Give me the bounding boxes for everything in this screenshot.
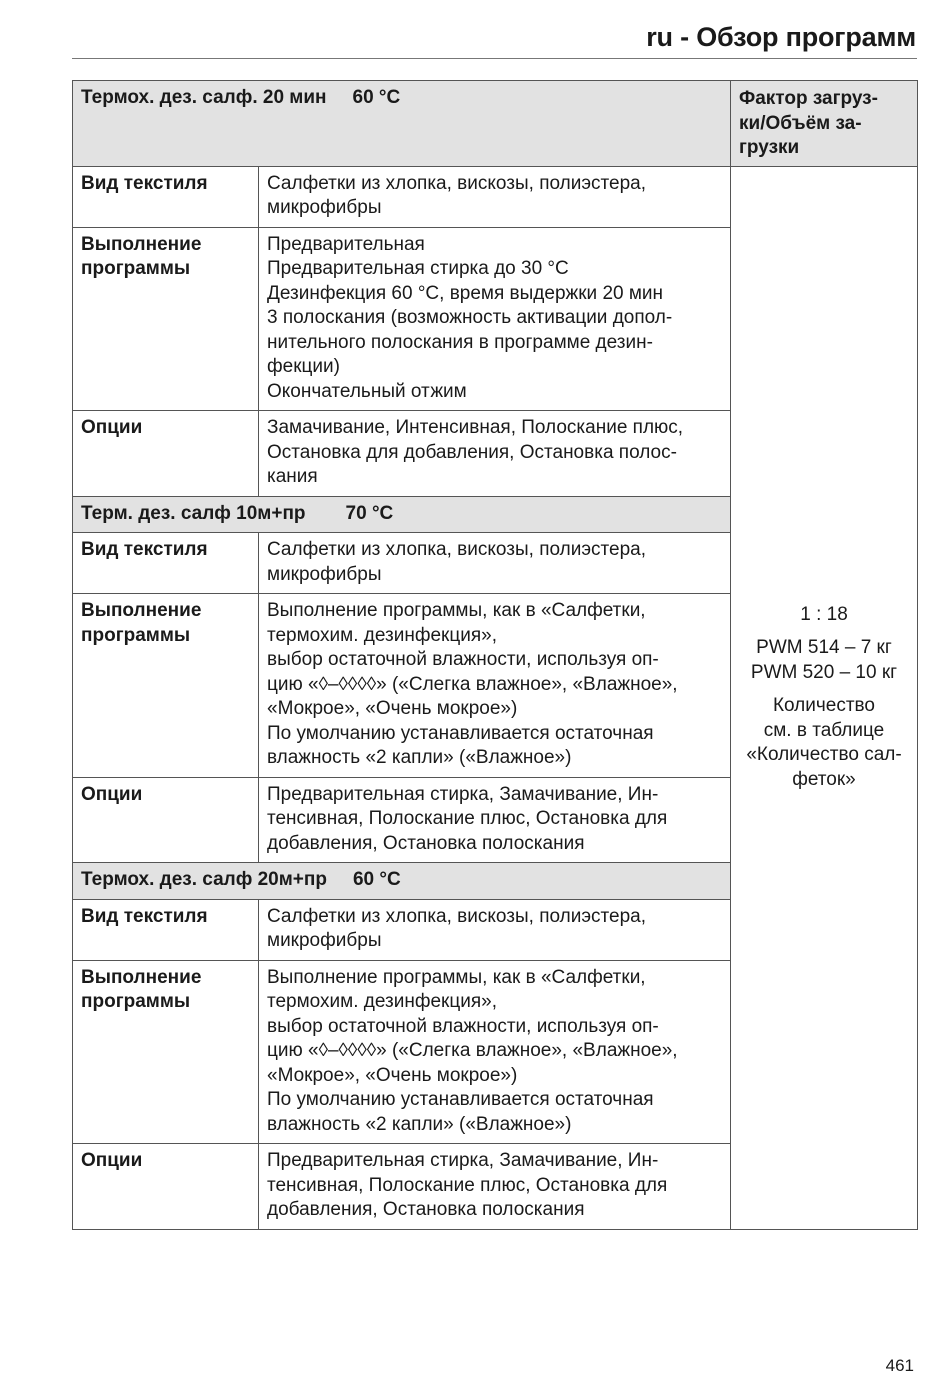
options-value: Предварительная стирка, Замачивание, Ин- тенсивная, Полоскание плюс, Остановка для добавления, Остановка полоскания <box>259 1144 731 1230</box>
program-temperature: 60 °C <box>352 869 401 890</box>
program-name: Термох. дез. салф 20м+пр <box>81 869 327 890</box>
program-title <box>73 863 731 900</box>
textile-value: Салфетки из хлопка, вискозы, полиэстера, микрофибры <box>259 166 731 227</box>
header-divider <box>72 58 917 59</box>
program-temperature: 60 °C <box>352 87 401 108</box>
load-factor-header: Фактор загруз- ки/Объём за- грузки <box>731 81 918 167</box>
execution-value: Выполнение программы, как в «Салфетки, термохим. дезинфекция», выбор остаточной влажности, используя оп- цию «◊–◊◊◊◊» («Слегка влажное», «Влажное», «Мокрое», «Очень мокрое») По умолчанию устанавливается остаточная влажность «2 капли» («Влажное») <box>259 960 731 1144</box>
model-load-2: PWM 520 – 10 кг <box>750 661 898 683</box>
textile-value: Салфетки из хлопка, вискозы, полиэстера, микрофибры <box>259 533 731 594</box>
options-label: Опции <box>73 411 259 497</box>
model-load-1: PWM 514 – 7 кг <box>756 637 892 659</box>
load-factor-value <box>731 166 918 1229</box>
program-name: Терм. дез. салф 10м+пр <box>81 502 306 524</box>
textile-label: Вид текстиля <box>73 899 259 960</box>
options-label: Опции <box>73 777 259 863</box>
page-title: ru - Обзор программ <box>646 22 916 52</box>
program-title <box>73 81 731 167</box>
options-label: Опции <box>73 1144 259 1230</box>
options-value: Замачивание, Интенсивная, Полоскание плюс, Остановка для добавления, Остановка полос- кания <box>259 411 731 497</box>
execution-label: Выполнение программы <box>73 960 259 1144</box>
program-temperature: 70 °C <box>345 502 394 524</box>
textile-label: Вид текстиля <box>73 533 259 594</box>
program-header-row <box>73 81 918 167</box>
program-name: Термох. дез. салф. 20 мин <box>81 87 327 108</box>
program-overview-table <box>72 80 918 1230</box>
execution-value: Предварительная Предварительная стирка до 30 °C Дезинфекция 60 °C, время выдержки 20 мин 3 полоскания (возможность активации допол- нительного полоскания в программе дезин- фекции) Окончательный отжим <box>259 227 731 411</box>
textile-label: Вид текстиля <box>73 166 259 227</box>
load-ratio: 1 : 18 <box>800 603 848 625</box>
execution-value: Выполнение программы, как в «Салфетки, термохим. дезинфекция», выбор остаточной влажности, используя оп- цию «◊–◊◊◊◊» («Слегка влажное», «Влажное», «Мокрое», «Очень мокрое») По умолчанию устанавливается остаточная влажность «2 капли» («Влажное») <box>259 594 731 778</box>
table-row <box>73 166 918 227</box>
program-title <box>73 496 731 533</box>
execution-label: Выполнение программы <box>73 594 259 778</box>
options-value: Предварительная стирка, Замачивание, Ин- тенсивная, Полоскание плюс, Остановка для добавления, Остановка полоскания <box>259 777 731 863</box>
textile-value: Салфетки из хлопка, вискозы, полиэстера, микрофибры <box>259 899 731 960</box>
page-number: 461 <box>885 1356 914 1375</box>
quantity-note: Количество см. в таблице «Количество сал- феток» <box>746 695 902 790</box>
execution-label: Выполнение программы <box>73 227 259 411</box>
